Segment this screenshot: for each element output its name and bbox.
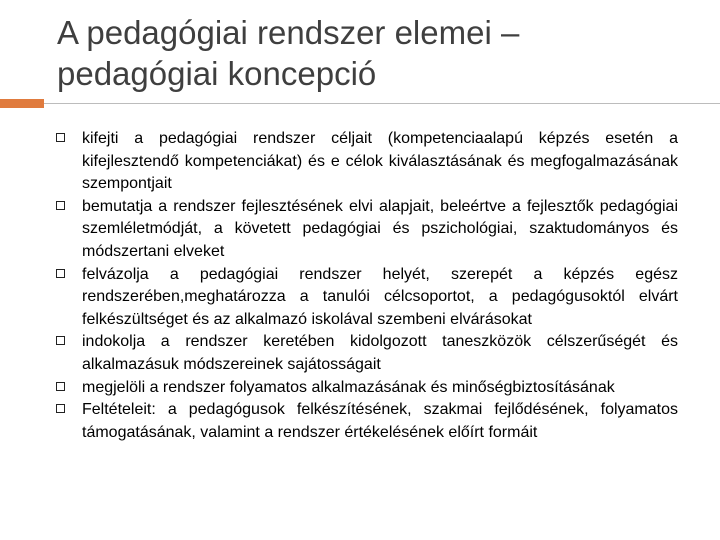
bullet-list	[56, 128, 678, 444]
bullet-text: Feltételeit: a pedagógusok felkészítésének, szakmai fejlődésének, folyamatos támogatásának, valamint a rendszer értékelésének előírt formáit	[82, 401, 678, 441]
slide-title: A pedagógiai rendszer elemei – pedagógiai koncepció	[57, 14, 520, 92]
divider-accent	[0, 99, 44, 108]
title-divider	[0, 99, 720, 108]
list-item	[56, 331, 678, 376]
square-bullet-icon	[56, 336, 65, 345]
list-item	[56, 264, 678, 332]
divider-line	[44, 103, 720, 104]
bullet-text: bemutatja a rendszer fejlesztésének elvi alapjait, beleértve a fejlesztők pedagógiai szemléletmódját, a követett pedagógiai és pszichológiai, szaktudományos és módszertani elveket	[82, 197, 678, 260]
bullet-text: kifejti a pedagógiai rendszer céljait (kompetenciaalapú képzés esetén a kifejlesztendő kompetenciákat) és e célok kiválasztásának és megfogalmazásának szempontjait	[82, 130, 678, 193]
square-bullet-icon	[56, 269, 65, 278]
square-bullet-icon	[56, 133, 65, 142]
bullet-text: megjelöli a rendszer folyamatos alkalmazásának és minőségbiztosításának	[82, 378, 615, 396]
square-bullet-icon	[56, 382, 65, 391]
list-item	[56, 128, 678, 196]
bullet-text: indokolja a rendszer keretében kidolgozott taneszközök célszerűségét és alkalmazásuk módszereinek sajátosságait	[82, 333, 678, 373]
square-bullet-icon	[56, 201, 65, 210]
square-bullet-icon	[56, 404, 65, 413]
list-item	[56, 399, 678, 444]
list-item	[56, 377, 678, 400]
bullet-text: felvázolja a pedagógiai rendszer helyét, szerepét a képzés egész rendszerében,meghatározza a tanulói célcsoportot, a pedagógusoktól elvárt felkészültséget és az alkalmazó iskolával szembeni elvárásokat	[82, 265, 678, 328]
list-item	[56, 196, 678, 264]
